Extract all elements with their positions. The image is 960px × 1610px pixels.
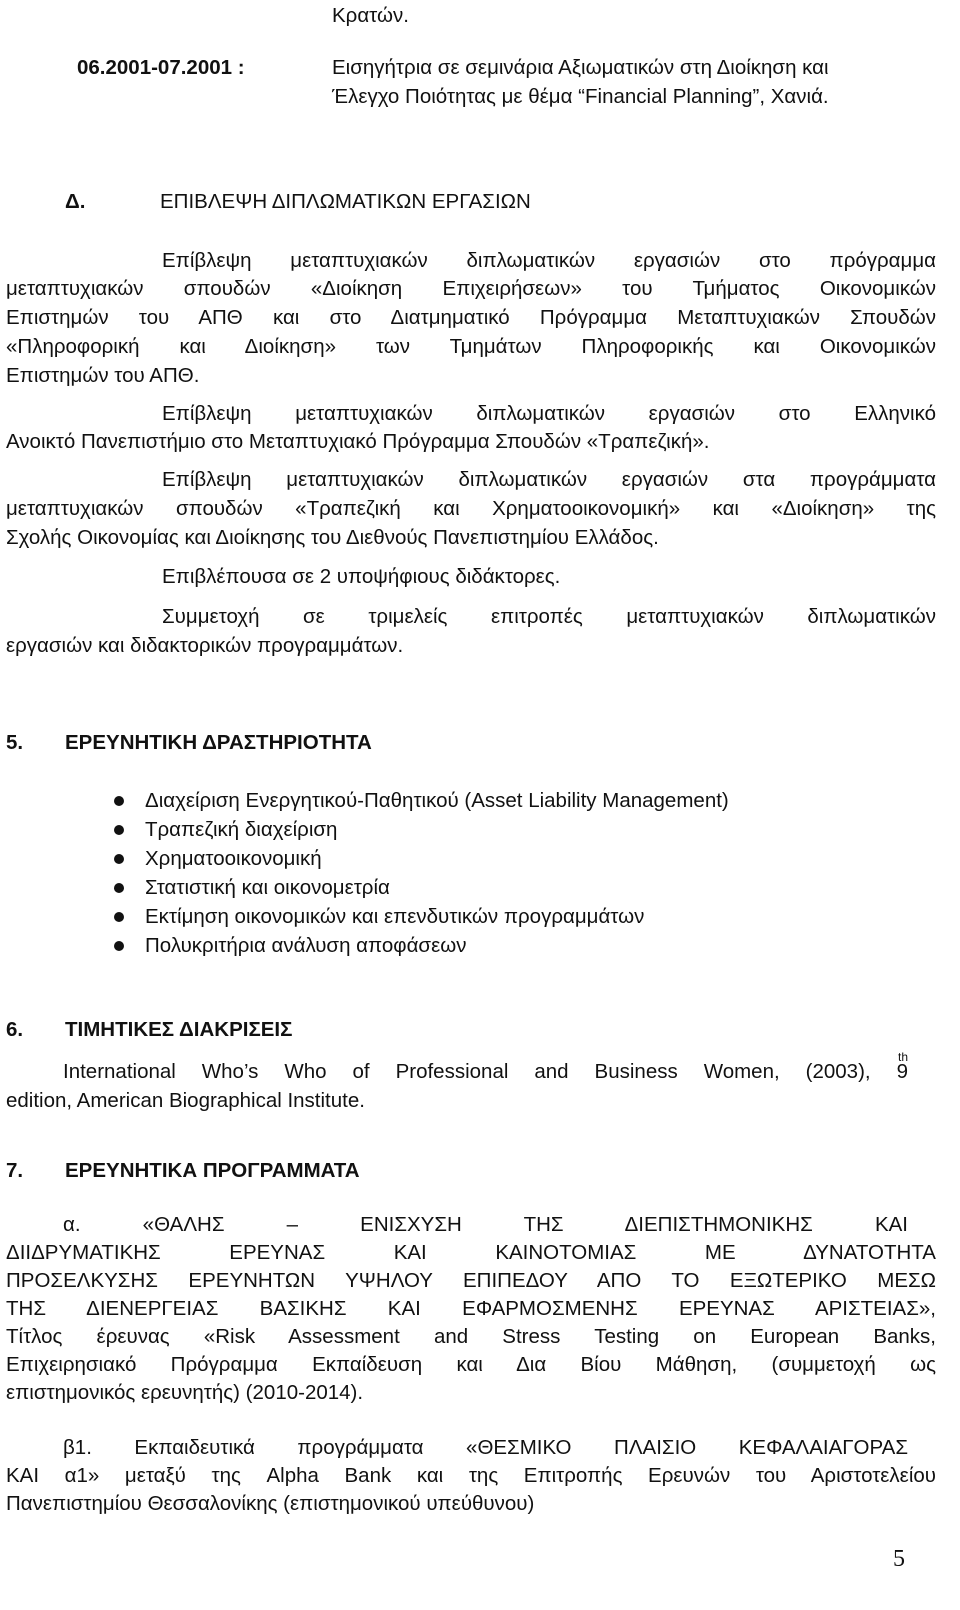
supervision-p5-line-1: Συμμετοχή σε τριμελείς επιτροπές μεταπτυχιακών διπλωματικών bbox=[162, 605, 936, 628]
program-a-line-7: επιστημονικός ερευνητής) (2010-2014). bbox=[6, 1381, 364, 1404]
continued-text: Κρατών. bbox=[332, 4, 409, 27]
supervision-p2-line-2: Ανοικτό Πανεπιστήμιο στο Μεταπτυχιακό Πρόγραμμα Σπουδών «Τραπεζική». bbox=[6, 430, 710, 453]
section-7-title: ΕΡΕΥΝΗΤΙΚΑ ΠΡΟΓΡΑΜΜΑΤΑ bbox=[65, 1159, 360, 1182]
supervision-p2-line-1: Επίβλεψη μεταπτυχιακών διπλωματικών εργασιών στο Ελληνικό bbox=[162, 402, 936, 425]
section-5-title: ΕΡΕΥΝΗΤΙΚΗ ΔΡΑΣΤΗΡΙΟΤΗΤΑ bbox=[65, 731, 372, 754]
section-d-title: ΕΠΙΒΛΕΨΗ ΔΙΠΛΩΜΑΤΙΚΩΝ ΕΡΓΑΣΙΩΝ bbox=[160, 190, 531, 213]
section-5-number: 5. bbox=[6, 731, 24, 754]
award-line-1: International Who’s Who of Professional and Business Women, (2003), 9 bbox=[63, 1060, 908, 1083]
supervision-p1-line-5: Επιστημών του ΑΠΘ. bbox=[6, 364, 200, 387]
research-item-6: Πολυκριτήρια ανάλυση αποφάσεων bbox=[145, 934, 467, 957]
award-line-2: edition, American Biographical Institute. bbox=[6, 1089, 365, 1112]
research-item-1: Διαχείριση Ενεργητικού-Παθητικού (Asset Liability Management) bbox=[145, 789, 729, 812]
award-superscript: th bbox=[898, 1050, 909, 1064]
research-item-4: Στατιστική και οικονομετρία bbox=[145, 876, 390, 899]
program-a-line-1: α. «ΘΑΛΗΣ – ΕΝΙΣΧΥΣΗ ΤΗΣ ΔΙΕΠΙΣΤΗΜΟΝΙΚΗΣ ΚΑΙ bbox=[63, 1213, 908, 1236]
supervision-p1-line-1: Επίβλεψη μεταπτυχιακών διπλωματικών εργασιών στο πρόγραμμα bbox=[162, 249, 936, 272]
supervision-p3-line-3: Σχολής Οικονομίας και Διοίκησης του Διεθνούς Πανεπιστημίου Ελλάδος. bbox=[6, 526, 659, 549]
supervision-p1-line-4: «Πληροφορική και Διοίκηση» των Τμημάτων Πληροφορικής και Οικονομικών bbox=[6, 335, 936, 358]
entry-line-2: Έλεγχο Ποιότητας με θέμα “Financial Planning”, Χανιά. bbox=[332, 85, 829, 108]
supervision-p1-line-3: Επιστημών του ΑΠΘ και στο Διατμηματικό Πρόγραμμα Μεταπτυχιακών Σπουδών bbox=[6, 306, 936, 329]
bullet-icon bbox=[114, 796, 124, 806]
research-item-3: Χρηματοοικονομική bbox=[145, 847, 322, 870]
program-a-line-5: Τίτλος έρευνας «Risk Assessment and Stress Testing on European Banks, bbox=[6, 1325, 936, 1348]
section-7-number: 7. bbox=[6, 1159, 24, 1182]
bullet-icon bbox=[114, 941, 124, 951]
bullet-icon bbox=[114, 854, 124, 864]
bullet-icon bbox=[114, 883, 124, 893]
program-a-line-4: ΤΗΣ ΔΙΕΝΕΡΓΕΙΑΣ ΒΑΣΙΚΗΣ ΚΑΙ ΕΦΑΡΜΟΣΜΕΝΗΣ ΕΡΕΥΝΑΣ ΑΡΙΣΤΕΙΑΣ», bbox=[6, 1297, 936, 1320]
bullet-icon bbox=[114, 912, 124, 922]
program-b1-line-2: ΚΑΙ α1» μεταξύ της Alpha Bank και της Επιτροπής Ερευνών του Αριστοτελείου bbox=[6, 1464, 936, 1487]
program-a-line-6: Επιχειρησιακό Πρόγραμμα Εκπαίδευση και Δια Βίου Μάθηση, (συμμετοχή ως bbox=[6, 1353, 936, 1376]
program-a-line-3: ΠΡΟΣΕΛΚΥΣΗΣ ΕΡΕΥΝΗΤΩΝ ΥΨΗΛΟΥ ΕΠΙΠΕΔΟΥ ΑΠΟ ΤΟ ΕΞΩΤΕΡΙΚΟ ΜΕΣΩ bbox=[6, 1269, 936, 1292]
program-b1-line-3: Πανεπιστημίου Θεσσαλονίκης (επιστημονικού υπεύθυνου) bbox=[6, 1492, 535, 1515]
supervision-p5-line-2: εργασιών και διδακτορικών προγραμμάτων. bbox=[6, 634, 404, 657]
program-a-line-2: ΔΙΙΔΡΥΜΑΤΙΚΗΣ ΕΡΕΥΝΑΣ ΚΑΙ ΚΑΙΝΟΤΟΜΙΑΣ ΜΕ ΔΥΝΑΤΟΤΗΤΑ bbox=[6, 1241, 936, 1264]
section-6-number: 6. bbox=[6, 1018, 24, 1041]
supervision-p1-line-2: μεταπτυχιακών σπουδών «Διοίκηση Επιχειρήσεων» του Τμήματος Οικονομικών bbox=[6, 277, 936, 300]
supervision-p3-line-2: μεταπτυχιακών σπουδών «Τραπεζική και Χρηματοοικονομική» και «Διοίκηση» της bbox=[6, 497, 936, 520]
section-d-letter: Δ. bbox=[65, 190, 86, 213]
supervision-p4: Επιβλέπουσα σε 2 υποψήφιους διδάκτορες. bbox=[162, 565, 561, 588]
page-number: 5 bbox=[893, 1546, 905, 1572]
research-item-5: Εκτίμηση οικονομικών και επενδυτικών προγραμμάτων bbox=[145, 905, 645, 928]
program-b1-line-1: β1. Εκπαιδευτικά προγράμματα «ΘΕΣΜΙΚΟ ΠΛΑΙΣΙΟ ΚΕΦΑΛΑΙΑΓΟΡΑΣ bbox=[63, 1436, 908, 1459]
section-6-title: ΤΙΜΗΤΙΚΕΣ ΔΙΑΚΡΙΣΕΙΣ bbox=[65, 1018, 293, 1041]
entry-date: 06.2001-07.2001 : bbox=[77, 56, 245, 79]
entry-line-1: Εισηγήτρια σε σεμινάρια Αξιωματικών στη Διοίκηση και bbox=[332, 56, 829, 79]
supervision-p3-line-1: Επίβλεψη μεταπτυχιακών διπλωματικών εργασιών στα προγράμματα bbox=[162, 468, 936, 491]
research-item-2: Τραπεζική διαχείριση bbox=[145, 818, 338, 841]
bullet-icon bbox=[114, 825, 124, 835]
